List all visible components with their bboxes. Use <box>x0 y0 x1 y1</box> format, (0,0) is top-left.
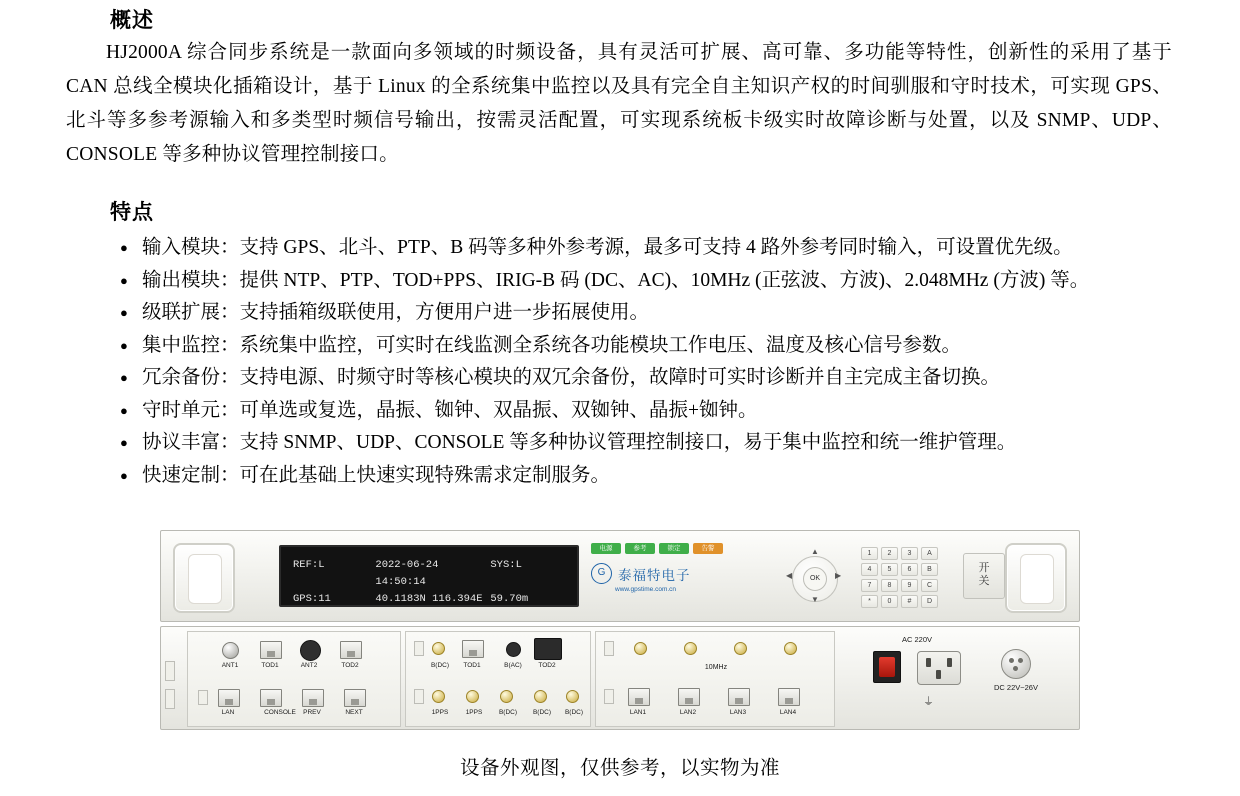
bdc3-label: B(DC) <box>564 709 584 716</box>
rear-module-timing <box>405 631 591 727</box>
freq-leds <box>604 641 614 656</box>
key[interactable]: 1 <box>861 547 878 560</box>
timing-leds <box>414 641 424 656</box>
bullet-icon: ● <box>120 370 128 385</box>
power-button-label-line1: 开 <box>978 562 990 574</box>
ant1-connector <box>222 642 239 659</box>
feature-label: 输出模块： <box>142 269 240 291</box>
lan4-port <box>778 688 800 706</box>
ac-power-inlet <box>917 651 961 685</box>
freq-connector-2 <box>684 642 697 655</box>
bullet-icon: ● <box>120 272 128 288</box>
feature-text: 提供 NTP、PTP、TOD+PPS、IRIG-B 码 (DC、AC)、10MHz (正弦波、方波)、2.048MHz (方波) 等。 <box>239 269 1090 291</box>
company-logo-icon: G <box>591 563 612 584</box>
feature-label: 冗余备份： <box>142 367 240 388</box>
bdc2-label: B(DC) <box>532 709 552 716</box>
prev-port <box>302 689 324 707</box>
ant2-label: ANT2 <box>300 662 318 669</box>
navigation-pad[interactable] <box>785 549 843 607</box>
feature-label: 快速定制： <box>142 464 240 486</box>
bullet-icon: ● <box>120 337 128 353</box>
brand-block <box>591 543 751 609</box>
overview-heading: 概述 <box>110 9 154 32</box>
figure-caption: 设备外观图，仅供参考，以实物为准 <box>459 758 780 779</box>
feature-text: 可单选或复选，晶振、铷钟、双晶振、双铷钟、晶振+铷钟。 <box>239 399 758 421</box>
key[interactable]: D <box>921 595 938 608</box>
status-led-reference: 参考 <box>625 543 655 554</box>
key[interactable]: A <box>921 547 938 560</box>
bullet-icon: ● <box>120 467 128 483</box>
power-button[interactable] <box>963 553 1005 599</box>
bullet-icon: ● <box>120 305 128 320</box>
bdc1-connector <box>500 690 513 703</box>
key[interactable]: 0 <box>881 595 898 608</box>
lcd-gps-count: GPS:11 <box>293 593 331 605</box>
pps1-connector <box>432 690 445 703</box>
key[interactable]: B <box>921 563 938 576</box>
lcd-display <box>279 545 579 607</box>
bdc1-label: B(DC) <box>498 709 518 716</box>
bdc-label-top: B(DC) <box>430 662 450 669</box>
device-rear-panel <box>160 626 1080 730</box>
rack-handle-right <box>1005 543 1067 613</box>
key[interactable]: 5 <box>881 563 898 576</box>
tod2-label: TOD2 <box>538 662 556 669</box>
bullet-icon: ● <box>120 402 128 418</box>
status-led-alarm: 告警 <box>693 543 723 554</box>
tod1-port-top <box>260 641 282 659</box>
company-name: 泰福特电子 <box>618 567 691 583</box>
freq-connector-1 <box>634 642 647 655</box>
lan4-label: LAN4 <box>779 709 797 716</box>
lan2-label: LAN2 <box>679 709 697 716</box>
list-item <box>120 460 1180 493</box>
arrow-up-icon[interactable]: ▲ <box>811 547 819 556</box>
key[interactable]: 3 <box>901 547 918 560</box>
ant1-label: ANT1 <box>221 662 239 669</box>
lan3-label: LAN3 <box>729 709 747 716</box>
key[interactable]: 6 <box>901 563 918 576</box>
pps2-connector <box>466 690 479 703</box>
bullet-icon: ● <box>120 435 128 450</box>
feature-text: 支持 SNMP、UDP、CONSOLE 等多种协议管理控制接口，易于集中监控和统一维护管理。 <box>239 432 1017 453</box>
brand-logo-row <box>591 563 751 584</box>
lcd-datetime: 2022-06-24 14:50:14 <box>375 559 439 588</box>
list-item <box>120 427 1180 460</box>
rear-module-frequency <box>595 631 835 727</box>
feature-label: 级联扩展： <box>142 302 240 323</box>
power-button-label-line2: 关 <box>978 575 990 587</box>
status-led-lock: 锁定 <box>659 543 689 554</box>
freq-connector-4 <box>784 642 797 655</box>
ground-icon: ⏚ <box>923 696 934 708</box>
feature-label: 输入模块： <box>142 237 240 258</box>
list-item <box>120 265 1180 298</box>
features-list <box>120 232 1180 492</box>
lcd-coordinates: 40.1183N 116.394E <box>375 593 483 605</box>
list-item <box>120 297 1180 330</box>
prev-label: PREV <box>303 709 321 716</box>
dc-label: DC 22V~26V <box>994 683 1038 692</box>
lan3-port <box>728 688 750 706</box>
bac-connector <box>506 642 521 657</box>
key[interactable]: C <box>921 579 938 592</box>
tod2-port <box>534 638 562 660</box>
lan1-port <box>628 688 650 706</box>
list-item <box>120 330 1180 363</box>
next-label: NEXT <box>345 709 363 716</box>
ac-label: AC 220V <box>901 635 933 644</box>
feature-text: 系统集中监控，可实时在线监测全系统各功能模块工作电压、温度及核心信号参数。 <box>239 334 962 356</box>
tod1-label: TOD1 <box>463 662 481 669</box>
console-port <box>260 689 282 707</box>
pps2-label: 1PPS <box>465 709 483 716</box>
lcd-altitude: 59.70m <box>490 593 529 605</box>
pps-leds <box>414 689 424 704</box>
chassis-led-left2 <box>165 689 175 709</box>
feature-label: 守时单元： <box>142 399 240 421</box>
console-label: CONSOLE <box>264 709 296 716</box>
lcd-ref-status: REF:L <box>293 559 325 571</box>
freq-label: 10MHz <box>704 664 728 671</box>
bac-label: B(AC) <box>504 662 522 669</box>
next-port <box>344 689 366 707</box>
tod1-port <box>462 640 484 658</box>
freq-connector-3 <box>734 642 747 655</box>
numeric-keypad[interactable] <box>861 547 938 608</box>
lan-leds <box>604 689 614 704</box>
device-front-panel <box>160 530 1080 622</box>
features-heading: 特点 <box>110 201 154 224</box>
key[interactable]: # <box>901 595 918 608</box>
status-led-power: 电源 <box>591 543 621 554</box>
key[interactable]: 4 <box>861 563 878 576</box>
key[interactable]: * <box>861 595 878 608</box>
bdc-connector-top <box>432 642 445 655</box>
feature-text: 支持电源、时频守时等核心模块的双冗余备份，故障时可实时诊断并自主完成主备切换。 <box>239 367 1001 388</box>
key[interactable]: 9 <box>901 579 918 592</box>
feature-text: 支持插箱级联使用，方便用户进一步拓展使用。 <box>239 302 650 323</box>
bullet-icon: ● <box>120 240 128 255</box>
ant2-connector <box>300 640 321 661</box>
link-leds <box>198 690 208 705</box>
feature-label: 集中监控： <box>142 334 240 356</box>
rear-module-io <box>187 631 401 727</box>
feature-text: 支持 GPS、北斗、PTP、B 码等多种外参考源，最多可支持 4 路外参考同时输入，可设置优先级。 <box>239 237 1073 258</box>
rack-handle-left <box>173 543 235 613</box>
key[interactable]: 7 <box>861 579 878 592</box>
lcd-sys-status: SYS:L <box>490 559 522 571</box>
company-website: www.gpstime.com.cn <box>615 586 677 593</box>
arrow-left-icon[interactable]: ◀ <box>786 571 793 580</box>
lan-port <box>218 689 240 707</box>
tod1-label-top: TOD1 <box>261 662 279 669</box>
chassis-led-left <box>165 661 175 681</box>
list-item <box>120 395 1180 428</box>
list-item <box>120 232 1180 265</box>
status-led-row <box>591 543 751 554</box>
ac-power-switch[interactable] <box>873 651 901 683</box>
ok-button[interactable]: OK <box>803 567 827 591</box>
key[interactable]: 2 <box>881 547 898 560</box>
bdc3-connector <box>566 690 579 703</box>
arrow-down-icon[interactable]: ▼ <box>811 595 819 604</box>
device-illustration <box>160 530 1080 730</box>
overview-paragraph: HJ2000A 综合同步系统是一款面向多领域的时频设备，具有灵活可扩展、高可靠、多功能等特性，创新性的采用了基于 CAN 总线全模块化插箱设计，基于 Linux 的全系统集中监控以及具有完全自主知识产权的时间驯服和守时技术，可实现 GPS、北斗等多参考源输入和多类型时频信号输出，按需灵活配置，可实现系统板卡级实时故障诊断与处置，以及 SNMP、UDP、CONSOLE 等多种协议管理控制接口。 <box>66 42 1172 165</box>
pps1-label: 1PPS <box>431 709 449 716</box>
feature-label: 协议丰富： <box>142 432 240 453</box>
tod2-port-top <box>340 641 362 659</box>
feature-text: 可在此基础上快速实现特殊需求定制服务。 <box>239 464 611 486</box>
lan2-port <box>678 688 700 706</box>
bdc2-connector <box>534 690 547 703</box>
tod2-label-top: TOD2 <box>341 662 359 669</box>
lan-label: LAN <box>221 709 235 716</box>
lan1-label: LAN1 <box>629 709 647 716</box>
dc-power-connector <box>1001 649 1031 679</box>
key[interactable]: 8 <box>881 579 898 592</box>
arrow-right-icon[interactable]: ▶ <box>835 571 842 580</box>
list-item <box>120 362 1180 395</box>
